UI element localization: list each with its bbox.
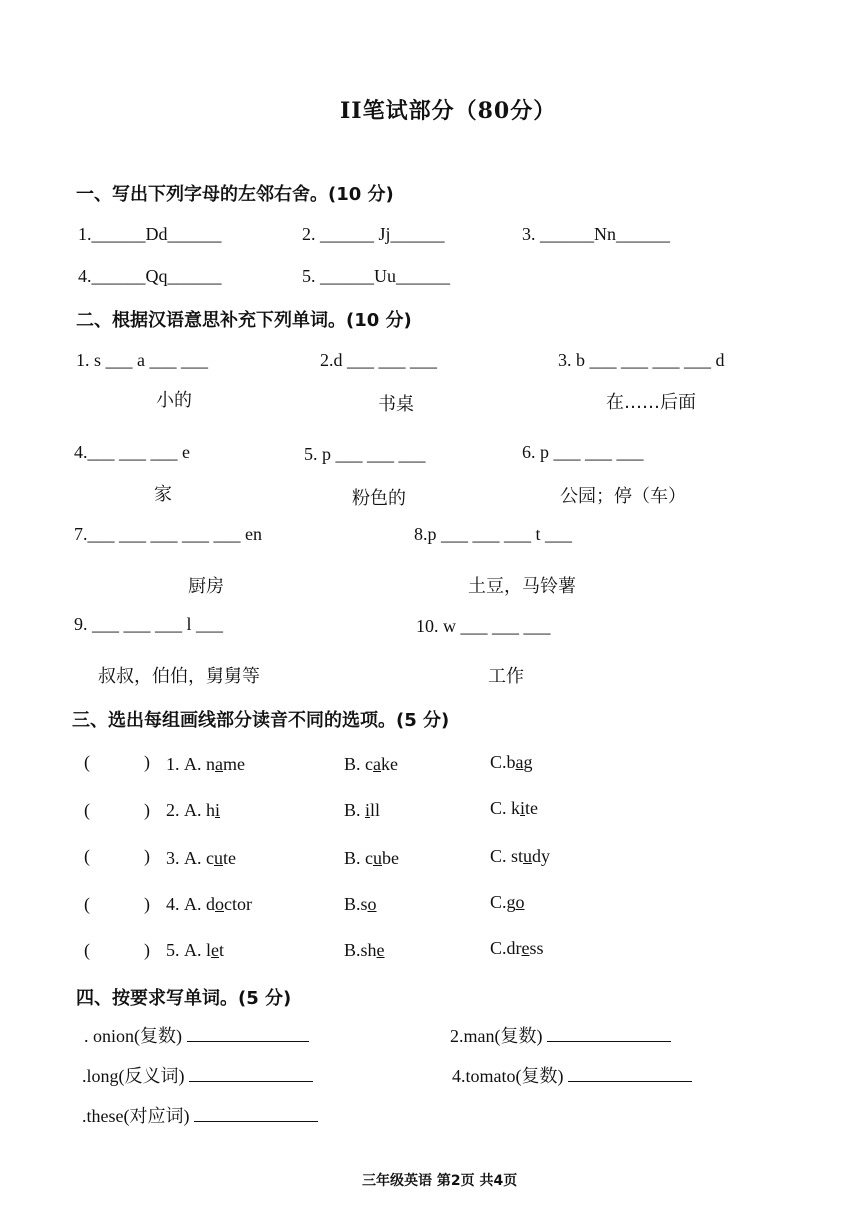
option-a: A. cute: [184, 848, 236, 868]
question-number: 2.: [166, 800, 180, 820]
option-a: A. hi: [184, 800, 221, 820]
question-number: 5.: [166, 940, 180, 960]
question-number: 4.: [166, 894, 180, 914]
sec2-meaning-8: 土豆，马铃薯: [468, 576, 576, 597]
sec2-word-1: 1. s ___ a ___ ___: [76, 350, 208, 370]
section-3-heading: 三、选出每组画线部分读音不同的选项。(5 分): [72, 710, 450, 731]
sec2-meaning-4: 家: [154, 484, 172, 505]
answer-paren-left: (: [84, 800, 90, 820]
sec1-item-4: 4.______Qq______: [78, 266, 222, 286]
sec2-word-3: 3. b ___ ___ ___ ___ d: [558, 350, 725, 370]
sec4-item-1: . onion(复数): [84, 1022, 309, 1048]
answer-paren-left: (: [84, 752, 90, 772]
section-1-heading: 一、写出下列字母的左邻右舍。(10 分): [76, 184, 394, 205]
option-b: B. ill: [344, 800, 381, 820]
question-number: 3.: [166, 848, 180, 868]
answer-paren-right: ): [144, 752, 150, 772]
sec2-meaning-10: 工作: [488, 666, 524, 687]
answer-paren-right: ): [144, 846, 150, 866]
page-footer: 三年级英语 第2页 共4页: [362, 1173, 518, 1189]
sec2-meaning-7: 厨房: [188, 576, 224, 597]
option-b: B.so: [344, 894, 377, 914]
sec2-word-10: 10. w ___ ___ ___: [416, 616, 551, 636]
question-number: 1.: [166, 754, 180, 774]
sec2-meaning-2: 书桌: [378, 394, 414, 415]
answer-line[interactable]: [568, 1080, 692, 1082]
answer-paren-left: (: [84, 894, 90, 914]
sec2-meaning-1: 小的: [156, 390, 192, 411]
sec4-item-3: .long(反义词): [82, 1062, 313, 1088]
option-a: A. name: [184, 754, 245, 774]
sec1-item-2: 2. ______ Jj______: [302, 224, 445, 244]
sec4-item-5: .these(对应词): [82, 1102, 318, 1128]
sec2-word-4: 4.___ ___ ___ e: [74, 442, 190, 462]
sec2-meaning-3: 在……后面: [606, 392, 696, 413]
page-title: II笔试部分（80分）: [340, 98, 557, 124]
sec2-meaning-6: 公园；停（车）: [560, 486, 686, 507]
sec1-item-3: 3. ______Nn______: [522, 224, 670, 244]
option-a: A. let: [184, 940, 225, 960]
option-c: C. kite: [490, 798, 539, 818]
sec2-meaning-5: 粉色的: [352, 488, 406, 509]
section-2-heading: 二、根据汉语意思补充下列单词。(10 分): [76, 310, 412, 331]
answer-paren-left: (: [84, 940, 90, 960]
option-c: C.dress: [490, 938, 544, 958]
sec2-meaning-9: 叔叔，伯伯，舅舅等: [98, 666, 260, 687]
option-b: B. cube: [344, 848, 399, 868]
answer-line[interactable]: [194, 1120, 318, 1122]
sec2-word-2: 2.d ___ ___ ___: [320, 350, 437, 370]
section-4-heading: 四、按要求写单词。(5 分): [76, 988, 292, 1009]
sec2-word-9: 9. ___ ___ ___ l ___: [74, 614, 224, 634]
answer-paren-right: ): [144, 940, 150, 960]
sec4-item-4: 4.tomato(复数): [452, 1062, 692, 1088]
answer-paren-right: ): [144, 894, 150, 914]
sec4-item-2: 2.man(复数): [450, 1022, 671, 1048]
option-b: B. cake: [344, 754, 398, 774]
option-c: C. study: [490, 846, 551, 866]
option-c: C.bag: [490, 752, 533, 772]
sec2-word-6: 6. p ___ ___ ___: [522, 442, 644, 462]
sec1-item-5: 5. ______Uu______: [302, 266, 450, 286]
answer-line[interactable]: [547, 1040, 671, 1042]
option-a: A. doctor: [184, 894, 252, 914]
sec1-item-1: 1.______Dd______: [78, 224, 222, 244]
sec2-word-5: 5. p ___ ___ ___: [304, 444, 426, 464]
answer-line[interactable]: [189, 1080, 313, 1082]
sec2-word-8: 8.p ___ ___ ___ t ___: [414, 524, 573, 544]
answer-line[interactable]: [187, 1040, 309, 1042]
answer-paren-right: ): [144, 800, 150, 820]
sec2-word-7: 7.___ ___ ___ ___ ___ en: [74, 524, 262, 544]
answer-paren-left: (: [84, 846, 90, 866]
option-c: C.go: [490, 892, 525, 912]
option-b: B.she: [344, 940, 385, 960]
